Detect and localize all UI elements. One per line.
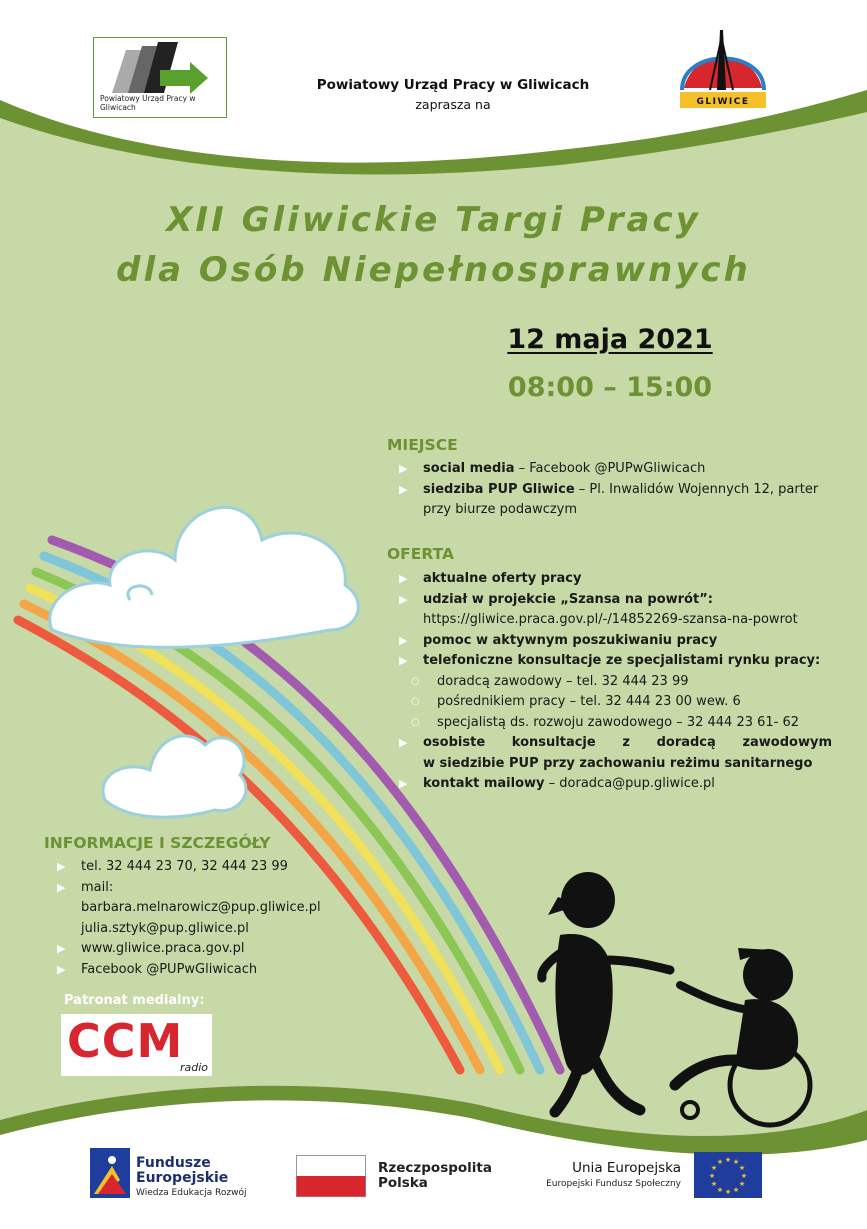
bullet-arrow-icon: ▶ [399, 633, 408, 647]
email-link[interactable]: barbara.melnarowicz@pup.gliwice.pl [81, 900, 321, 915]
list-item: ▶ social media – Facebook @PUPwGliwicach [399, 459, 832, 480]
list-item: ▶ telefoniczne konsultacje ze specjalistami rynku pracy: [399, 651, 832, 672]
website-link[interactable]: ▶ www.gliwice.praca.gov.pl [57, 939, 357, 960]
list-item: ▶ Facebook @PUPwGliwicach [57, 960, 357, 981]
event-time: 08:00 – 15:00 [507, 372, 713, 403]
polish-flag-icon [296, 1155, 366, 1197]
ccm-logo-text: CCM [67, 1014, 184, 1068]
svg-text:★: ★ [710, 1180, 718, 1188]
list-item: ▶ udział w projekcie „Szansa na powrót”: [399, 590, 832, 611]
organization-name: Powiatowy Urząd Pracy w Gliwicach [316, 77, 590, 93]
ccm-radio-text: radio [179, 1061, 208, 1074]
list-item: ▶ pomoc w aktywnym poszukiwaniu pracy [399, 631, 832, 652]
list-item: ▶ kontakt mailowy – doradca@pup.gliwice.pl [399, 774, 832, 795]
bullet-arrow-icon: ▶ [399, 462, 408, 475]
title-line-2: dla Osób Niepełnosprawnych [116, 250, 751, 290]
bullet-circle-icon: ○ [411, 696, 420, 707]
bullet-arrow-icon: ▶ [57, 962, 66, 976]
svg-text:★: ★ [724, 1156, 732, 1164]
gliwice-logo [676, 28, 770, 116]
event-date: 12 maja 2021 [507, 324, 713, 355]
pup-logo [93, 37, 227, 118]
pup-logo-caption: Powiatowy Urząd Pracy w Gliwicach [100, 94, 196, 112]
sub-list-item: ○ specjalistą ds. rozwoju zawodowego – 32 444 23 61- 62 [399, 713, 832, 734]
bullet-arrow-icon: ▶ [399, 482, 408, 496]
miejsce-heading: MIEJSCE [387, 436, 458, 454]
bullet-arrow-icon: ▶ [57, 942, 66, 955]
bullet-arrow-icon: ▶ [399, 654, 408, 667]
miejsce-list [399, 459, 832, 521]
sub-list-item: ○ doradcą zawodowy – tel. 32 444 23 99 [399, 672, 832, 693]
sub-list-item: ○ pośrednikiem pracy – tel. 32 444 23 00 wew. 6 [399, 692, 832, 713]
gliwice-logo-text: GLIWICE [696, 97, 750, 107]
ccm-radio-logo [61, 1014, 212, 1076]
svg-text:★: ★ [708, 1172, 716, 1180]
list-item: ▶ osobiste konsultacje z doradcą zawodowym [399, 733, 832, 754]
svg-text:★: ★ [740, 1172, 748, 1180]
svg-text:★: ★ [732, 1158, 740, 1166]
rzeczpospolita-polska-text: Rzeczpospolita Polska [378, 1160, 492, 1191]
svg-text:★: ★ [716, 1186, 724, 1194]
list-item: ▶ siedziba PUP Gliwice – Pl. Inwalidów Wojennych 12, parter [399, 480, 832, 501]
project-url[interactable]: https://gliwice.praca.gov.pl/-/14852269-szansa-na-powrot [423, 612, 798, 627]
list-item: ▶ mail: [57, 878, 357, 899]
svg-text:★: ★ [738, 1164, 746, 1172]
eu-flag-icon [694, 1152, 762, 1198]
svg-text:★: ★ [710, 1164, 718, 1172]
bullet-circle-icon: ○ [411, 716, 420, 728]
list-item: ▶ aktualne oferty pracy [399, 569, 832, 590]
svg-text:★: ★ [738, 1180, 746, 1188]
patronat-label: Patronat medialny: [64, 993, 205, 1008]
email-link[interactable]: julia.sztyk@pup.gliwice.pl [81, 920, 249, 936]
bullet-arrow-icon: ▶ [399, 572, 408, 585]
bullet-arrow-icon: ▶ [399, 777, 408, 790]
svg-text:★: ★ [716, 1158, 724, 1166]
bullet-arrow-icon: ▶ [399, 736, 408, 749]
pup-logo-graphic [94, 38, 228, 100]
bullet-circle-icon: ○ [411, 675, 420, 687]
unia-europejska-text: Unia Europejska Europejski Fundusz Społeczny [546, 1160, 681, 1189]
info-list [57, 857, 357, 980]
header [300, 77, 606, 112]
invites-text: zaprasza na [415, 97, 491, 112]
list-item-continuation: przy biurze podawczym [423, 502, 578, 517]
info-heading: INFORMACJE I SZCZEGÓŁY [44, 834, 271, 852]
list-item-continuation: w siedzibie PUP przy zachowaniu reżimu sanitarnego [423, 755, 813, 771]
bullet-arrow-icon: ▶ [399, 592, 408, 606]
oferta-list [399, 569, 832, 795]
oferta-heading: OFERTA [387, 545, 454, 563]
bullet-arrow-icon: ▶ [57, 860, 66, 873]
fundusze-europejskie-text: Fundusze Europejskie Wiedza Edukacja Rozwój [136, 1155, 247, 1198]
svg-text:★: ★ [724, 1188, 732, 1196]
title-line-1: XII Gliwickie Targi Pracy [166, 200, 701, 240]
fundusze-europejskie-icon [90, 1148, 130, 1198]
bullet-arrow-icon: ▶ [57, 880, 66, 894]
svg-text:★: ★ [732, 1186, 740, 1194]
list-item: ▶ tel. 32 444 23 70, 32 444 23 99 [57, 857, 357, 878]
